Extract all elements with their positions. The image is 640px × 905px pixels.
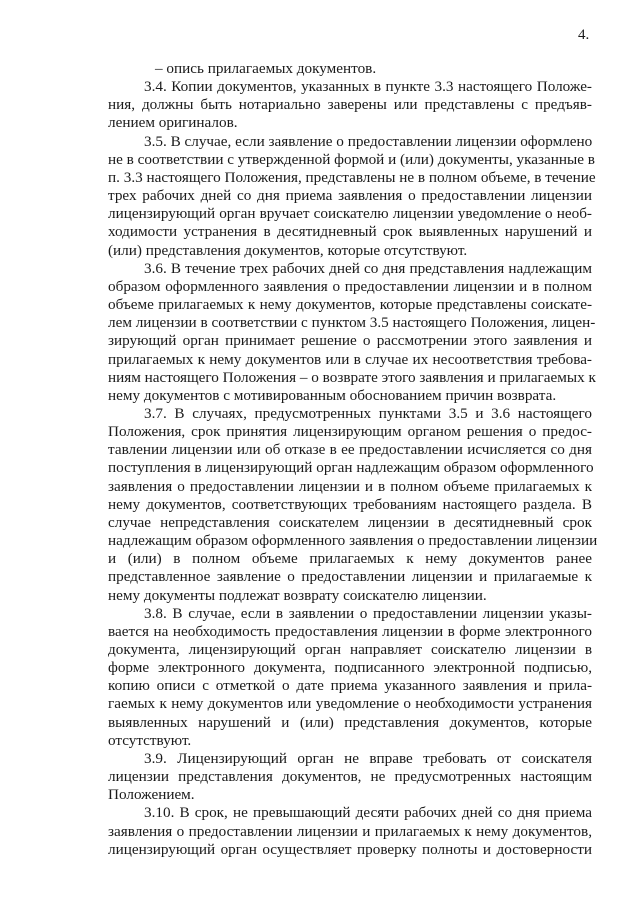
text-line: заявления о предоставлении лицензии и в полном объеме прилагаемых к	[108, 477, 592, 495]
text-line: поступления в лицензирующий орган надлежащим образом оформленного	[108, 459, 594, 477]
text-line: Положения, срок принятия лицензирующим органом решения о предос-	[108, 423, 592, 441]
paragraph-3-4	[108, 78, 592, 132]
text-line: прилагаемых к нему документов или в случае их несоответствия требова-	[108, 350, 592, 368]
text-line: лением оригиналов.	[108, 114, 238, 132]
text-line: нему документов с мотивированным обоснованием причин возврата.	[108, 386, 557, 404]
text-line: надлежащим образом оформленного заявления о предоставлении лицензии	[108, 532, 598, 550]
paragraph-3-8	[108, 605, 592, 750]
text-line: – опись прилагаемых документов.	[155, 60, 377, 77]
text-line: нему документов, соответствующих требованиям настоящего раздела. В	[108, 495, 592, 513]
text-line: (или) представления документов, которые отсутствуют.	[108, 241, 468, 259]
text-line: ния, должны быть нотариально заверены или представлены с предъяв-	[108, 96, 592, 114]
text-line: ниям настоящего Положения – о возврате этого заявления и прилагаемых к	[108, 368, 596, 386]
text-line: лицензии представления документов, не предусмотренных настоящим	[108, 768, 592, 786]
text-line: нему документы подлежат возврату соискателю лицензии.	[108, 586, 487, 604]
text-line: случае непредставления соискателем лицензии в десятидневный срок	[108, 513, 592, 531]
paragraph-3-6	[108, 259, 596, 405]
document-body	[108, 60, 598, 859]
text-line: 3.8. В случае, если в заявлении о предоставлении лицензии указы-	[144, 604, 592, 622]
paragraph-3-9	[108, 750, 592, 804]
text-line: 3.10. В срок, не превышающий десяти рабочих дней со дня приема	[144, 804, 592, 822]
text-line: отсутствуют.	[108, 731, 192, 749]
text-line: тавлении лицензии или об отказе в ее предоставлении исчисляется со дня	[108, 441, 592, 459]
text-line: 3.6. В течение трех рабочих дней со дня представления надлежащим	[144, 259, 592, 277]
text-line: 3.5. В случае, если заявление о предоставлении лицензии оформлено	[144, 132, 593, 150]
text-line: п. 3.3 настоящего Положения, представлены не в полном объеме, в течение	[108, 168, 596, 186]
text-line: выявленных нарушений и (или) представления документов, которые	[108, 713, 592, 731]
text-line: 3.4. Копии документов, указанных в пункте 3.3 настоящего Положе-	[144, 78, 592, 96]
text-line: копию описи с отметкой о дате приема указанного заявления и прила-	[108, 677, 592, 695]
text-line: лицензирующий орган осуществляет проверку полноты и достоверности	[108, 840, 592, 858]
text-line: зирующий орган принимает решение о рассмотрении этого заявления и	[108, 332, 592, 350]
text-line: представленное заявление о предоставлении лицензии и прилагаемые к	[108, 568, 592, 586]
paragraph-3-7	[108, 404, 598, 605]
text-line: образом оформленного заявления о предоставлении лицензии и в полном	[108, 277, 592, 295]
text-line: лицензирующий орган вручает соискателю лицензии уведомление о необ-	[108, 205, 592, 223]
text-line: заявления о предоставлении лицензии и прилагаемых к нему документов,	[108, 822, 592, 840]
text-line: лем лицензии в соответствии с пунктом 3.5 настоящего Положения, лицен-	[108, 314, 596, 332]
text-line: 3.9. Лицензирующий орган не вправе требовать от соискателя	[144, 749, 592, 767]
paragraph-list-item-inventory	[108, 60, 592, 78]
text-line: гаемых к нему документов или уведомление о необходимости устранения	[108, 695, 592, 713]
text-line: документа, лицензирующий орган направляет соискателю лицензии в	[108, 641, 592, 658]
text-line: ходимости устранения в десятидневный срок выявленных нарушений и	[108, 223, 592, 241]
paragraph-3-5	[108, 132, 596, 260]
text-line: 3.7. В случаях, предусмотренных пунктами 3.5 и 3.6 настоящего	[144, 404, 592, 422]
page-number: 4.	[578, 27, 590, 43]
text-line: форме электронного документа, подписанного электронной подписью,	[108, 659, 592, 677]
text-line: Положением.	[108, 786, 195, 804]
paragraph-3-10	[108, 804, 592, 858]
text-line: вается на необходимость предоставления лицензии в форме электронного	[108, 622, 592, 640]
text-line: объеме прилагаемых к нему документов, которые представлены соискате-	[108, 296, 592, 314]
text-line: и (или) в полном объеме прилагаемых к нему документов ранее	[108, 550, 592, 568]
text-line: не в соответствии с утвержденной формой и (или) документы, указанные в	[108, 150, 595, 168]
text-line: трех рабочих дней со дня приема заявления о предоставлении лицензии	[108, 187, 592, 205]
